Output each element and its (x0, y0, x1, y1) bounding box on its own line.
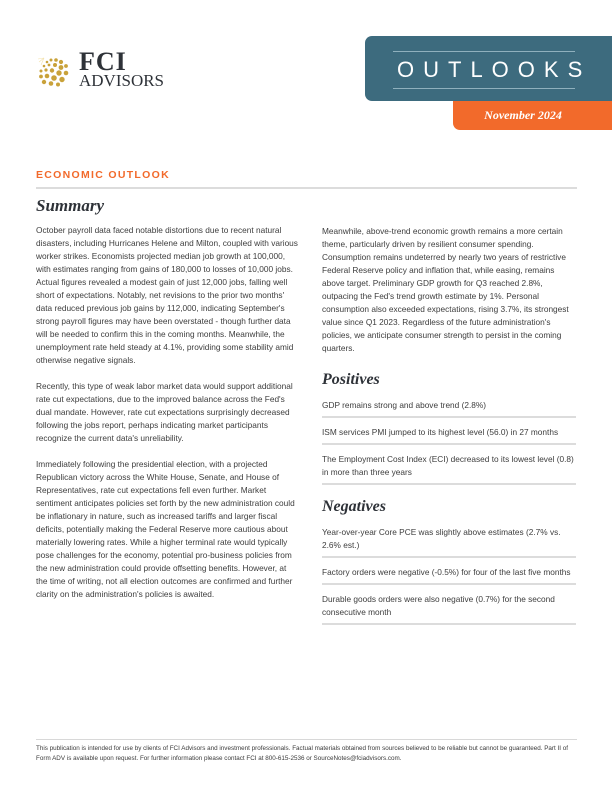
footer-disclaimer: This publication is intended for use by clients of FCI Advisors and investment professionals. Factual materials obtained from sources believed to be reliable but cannot be guaranteed. Part II of Form ADV is available upon request. For further information please contact FCI at 800-615-2536 or SourceNotes@fciadvisors.com. (36, 745, 569, 762)
positives-list (322, 396, 576, 485)
date-tab (453, 101, 612, 130)
right-column (322, 225, 578, 630)
outlooks-banner (365, 36, 612, 101)
negatives-list (322, 523, 576, 625)
fci-advisors-logo (35, 47, 165, 90)
logo-wordmark-fci: FCI (79, 47, 127, 76)
summary-heading: Summary (36, 196, 105, 215)
section-divider (36, 187, 577, 189)
summary-paragraph: Meanwhile, above-trend economic growth remains a more certain theme, particularly driven by resilient consumer spending. Consumption remains undeterred by nearly two years of restrictive Federal Reserve policy and inflation that, while easing, remains above target. Preliminary GDP growth for Q3 reached 2.8%, outpacing the Fed's trend growth estimate by 1%. Personal consumption also exceeded expectations, rising 3.7%, its strongest value since Q1 2023. Regardless of the future administration's policies, we anticipate consumer strength to persist in the coming quarters. (322, 226, 569, 353)
positive-item: GDP remains strong and above trend (2.8%) (322, 396, 576, 418)
summary-paragraph: Immediately following the presidential election, with a projected Republican victory across the White House, Senate, and House of Representatives, rate cut expectations fell even further. Market sentiment anticipates policies set forth by the new administration could be inflationary in nature, such as increased tariffs and larger fiscal deficits, potentially making the Federal Reserve more cautious about materially lowering rates. While a higher terminal rate would typically pose challenges for the economy, potential pro-business policies from the new administration could provide offsetting benefits. However, at the time of writing, not all election outcomes are confirmed and further clarity on the administration's policies is awaited. (36, 459, 295, 599)
publication-date: November 2024 (484, 108, 562, 122)
globe-dots-icon (35, 53, 69, 87)
positive-item: The Employment Cost Index (ECI) decreased to its lowest level (0.8) in more than three years (322, 450, 576, 485)
left-column (36, 196, 298, 614)
summary-paragraph: October payroll data faced notable distortions due to recent natural disasters, including Hurricanes Helene and Milton, coupled with various worker strikes. Economists projected median job growth at 100,000, with estimates ranging from gains of 180,000 to losses of 10,000 jobs. Actual figures revealed a modest gain of just 12,000 jobs, falling well short of expectations. Notably, net revisions to the prior two months' data reduced previous job gains by 112,000, indicating September's strong payroll figures may have been overstated - though further data will be needed to confirm this in the coming months. Meanwhile, the unemployment rate held steady at 4.1%, providing some stability amid otherwise negative signals. (36, 225, 298, 365)
banner-title: OUTLOOKS (397, 57, 592, 82)
positives-heading: Positives (322, 371, 380, 388)
section-label: ECONOMIC OUTLOOK (36, 169, 170, 181)
negative-item: Factory orders were negative (-0.5%) for four of the last five months (322, 563, 576, 585)
negative-item: Durable goods orders were also negative (0.7%) for the second consecutive month (322, 590, 576, 625)
logo-wordmark-advisors: ADVISORS (79, 71, 165, 90)
positive-item: ISM services PMI jumped to its highest level (56.0) in 27 months (322, 423, 576, 445)
footer-divider (36, 739, 577, 740)
negative-item: Year-over-year Core PCE was slightly above estimates (2.7% vs. 2.6% est.) (322, 523, 576, 558)
negatives-heading: Negatives (322, 498, 386, 515)
summary-paragraph: Recently, this type of weak labor market data would support additional rate cut expectations, due to the improved balance across the Fed's dual mandate. However, rate cut expectations surprisingly decreased following the jobs report, perhaps indicating market participants recognize the current data's unreliability. (36, 381, 293, 443)
